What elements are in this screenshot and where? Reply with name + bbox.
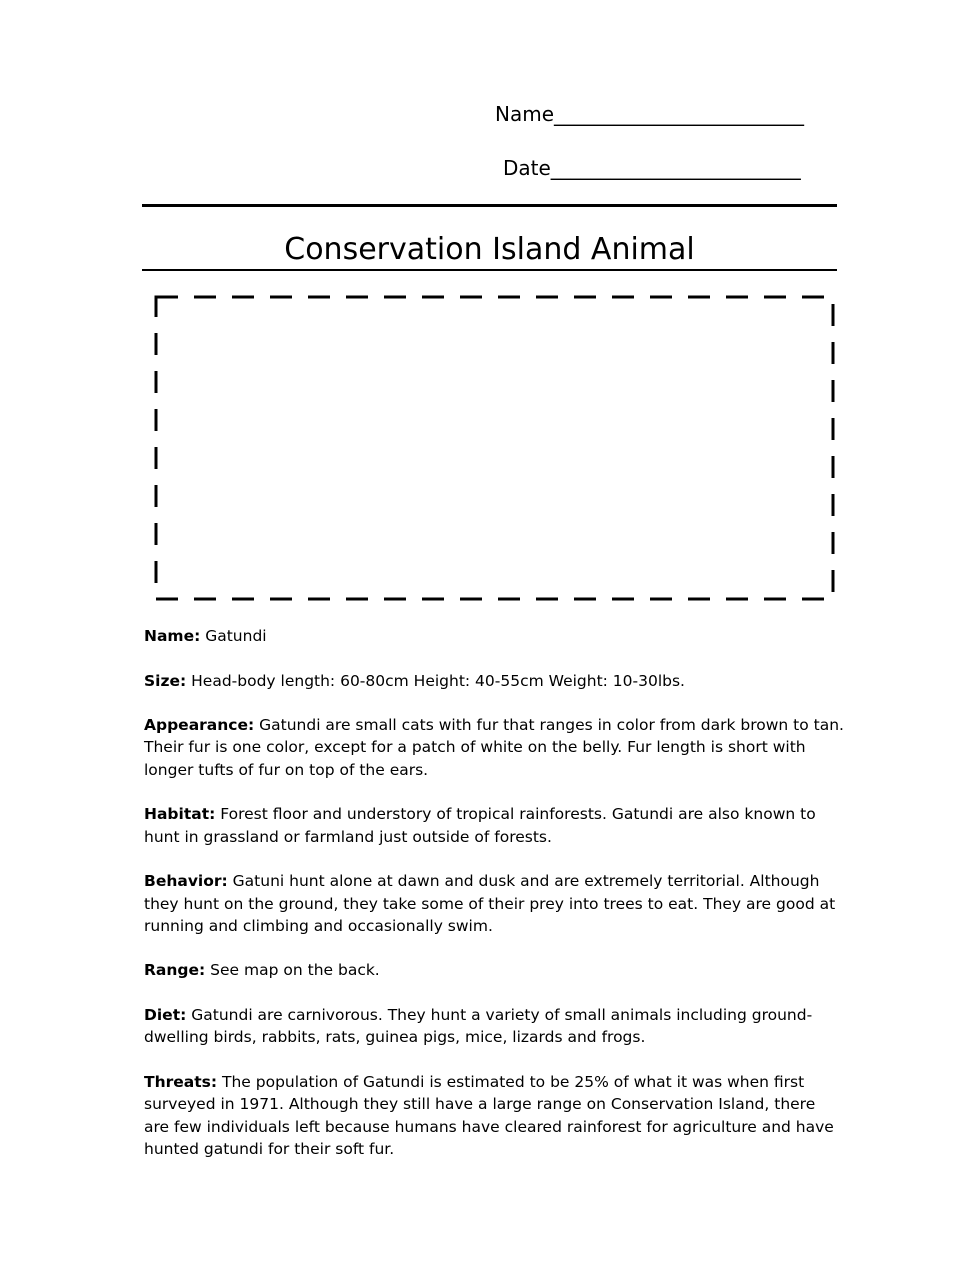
top-divider <box>142 204 837 207</box>
page-title: Conservation Island Animal <box>284 232 695 267</box>
title-divider <box>142 269 837 271</box>
dashed-border <box>156 297 833 599</box>
info-behavior <box>144 870 844 937</box>
info-text: Gatuni hunt alone at dawn and dusk and are extremely territorial. Although they hunt on the ground, they take some of their prey into trees to eat. They are good at running and climbing and occasionally swim. <box>144 872 836 935</box>
info-range <box>144 959 844 981</box>
info-appearance <box>144 714 844 781</box>
info-label: Threats: <box>144 1072 218 1091</box>
info-size <box>144 670 844 692</box>
info-label: Diet: <box>144 1006 187 1025</box>
info-text: Forest floor and understory of tropical rainforests. Gatundi are also known to hunt in grassland or farmland just outside of forests. <box>144 805 816 846</box>
info-label: Size: <box>144 671 187 690</box>
info-text: The population of Gatundi is estimated to be 25% of what it was when first surveyed in 1971. Although they still have a large range on Conservation Island, there are few individuals left because humans have cleared rainforest for agriculture and have hunted gatundi for their soft fur. <box>144 1072 834 1158</box>
info-diet <box>144 1004 844 1049</box>
info-label: Range: <box>144 961 206 980</box>
info-habitat <box>144 803 844 848</box>
info-name <box>144 625 844 647</box>
info-text: Gatundi <box>200 627 267 645</box>
info-threats <box>144 1071 844 1160</box>
info-text: See map on the back. <box>205 961 380 980</box>
info-label: Name: <box>144 627 201 645</box>
info-text: Head-body length: 60-80cm Height: 40-55cm Weight: 10-30lbs. <box>186 671 685 690</box>
picture-drawing-box[interactable] <box>153 293 836 603</box>
info-label: Behavior: <box>144 872 228 891</box>
info-text: Gatundi are carnivorous. They hunt a variety of small animals including ground-dwelling birds, rabbits, rats, guinea pigs, mice, lizards and frogs. <box>144 1006 813 1047</box>
name-field[interactable]: Name_________________________ <box>495 102 805 126</box>
info-label: Appearance: <box>144 716 255 735</box>
animal-info <box>144 625 844 1182</box>
info-text: Gatundi are small cats with fur that ranges in color from dark brown to tan. Their fur is one color, except for a patch of white on the belly. Fur length is short with longer tufts of fur on top of the ears. <box>144 716 844 779</box>
date-field[interactable]: Date_________________________ <box>503 156 801 180</box>
info-label: Habitat: <box>144 805 216 824</box>
